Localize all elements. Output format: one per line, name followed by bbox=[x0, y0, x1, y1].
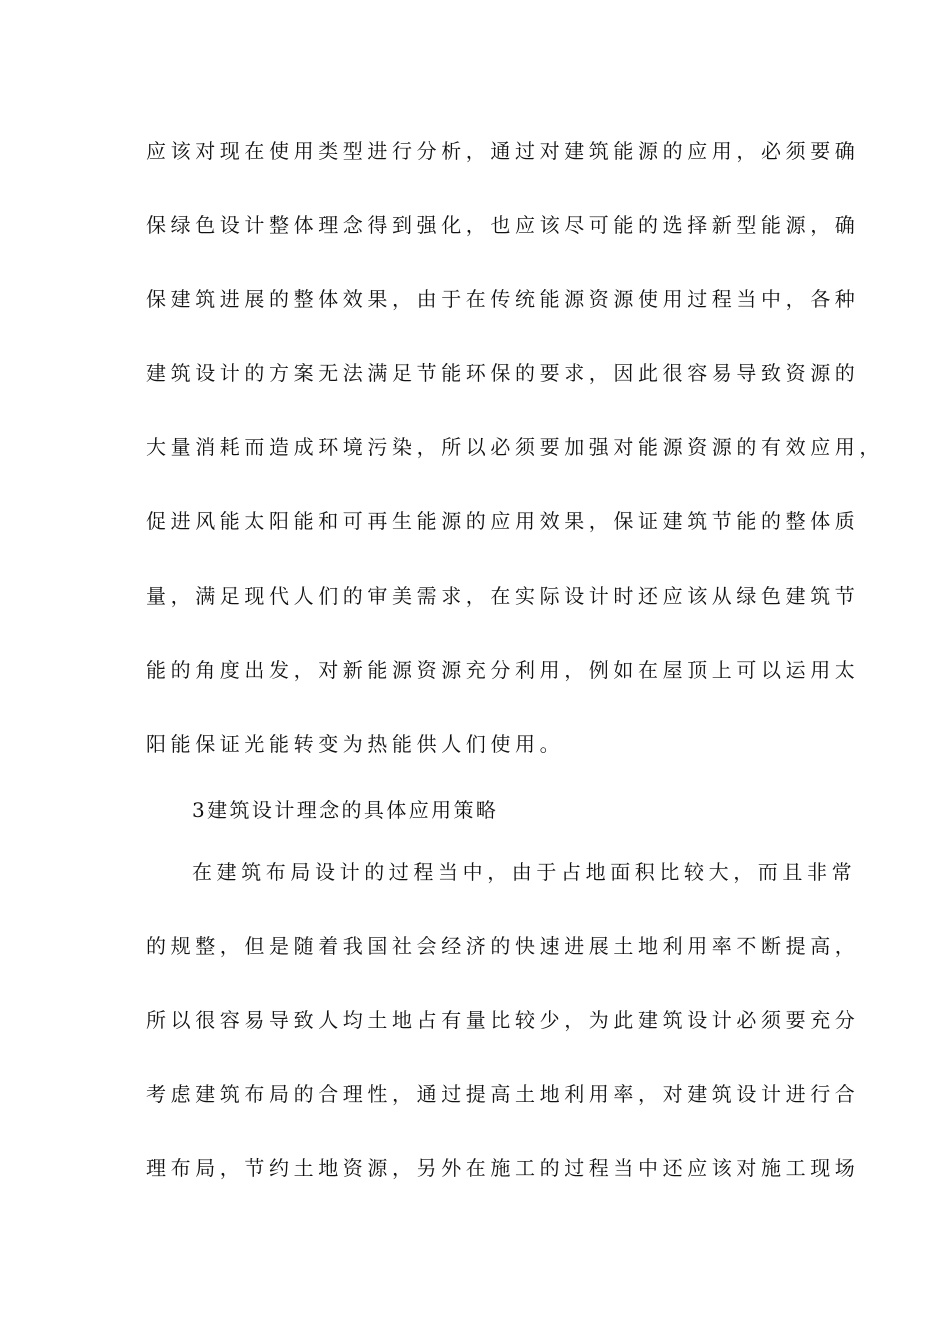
paragraph-line: 大量消耗而造成环境污染，所以必须要加强对能源资源的有效应用， bbox=[146, 435, 884, 459]
paragraph-line: 保建筑进展的整体效果，由于在传统能源资源使用过程当中，各种 bbox=[146, 287, 860, 311]
paragraph-line: 保绿色设计整体理念得到强化，也应该尽可能的选择新型能源，确 bbox=[146, 213, 860, 237]
paragraph-line: 建筑设计的方案无法满足节能环保的要求，因此很容易导致资源的 bbox=[146, 361, 860, 385]
paragraph-line: 应该对现在使用类型进行分析，通过对建筑能源的应用，必须要确 bbox=[146, 139, 860, 163]
section-heading: 3建筑设计理念的具体应用策略 bbox=[192, 798, 499, 822]
paragraph-line: 能的角度出发，对新能源资源充分利用，例如在屋顶上可以运用太 bbox=[146, 658, 860, 682]
paragraph-line: 在建筑布局设计的过程当中，由于占地面积比较大，而且非常 bbox=[192, 860, 857, 884]
paragraph-line: 阳能保证光能转变为热能供人们使用。 bbox=[146, 732, 565, 756]
paragraph-line: 的规整，但是随着我国社会经济的快速进展土地利用率不断提高， bbox=[146, 934, 860, 958]
paragraph-line: 所以很容易导致人均土地占有量比较少，为此建筑设计必须要充分 bbox=[146, 1008, 860, 1032]
paragraph-line: 量，满足现代人们的审美需求，在实际设计时还应该从绿色建筑节 bbox=[146, 584, 860, 608]
paragraph-line: 理布局，节约土地资源，另外在施工的过程当中还应该对施工现场 bbox=[146, 1156, 860, 1180]
paragraph-line: 考虑建筑布局的合理性，通过提高土地利用率，对建筑设计进行合 bbox=[146, 1082, 860, 1106]
paragraph-line: 促进风能太阳能和可再生能源的应用效果，保证建筑节能的整体质 bbox=[146, 509, 860, 533]
